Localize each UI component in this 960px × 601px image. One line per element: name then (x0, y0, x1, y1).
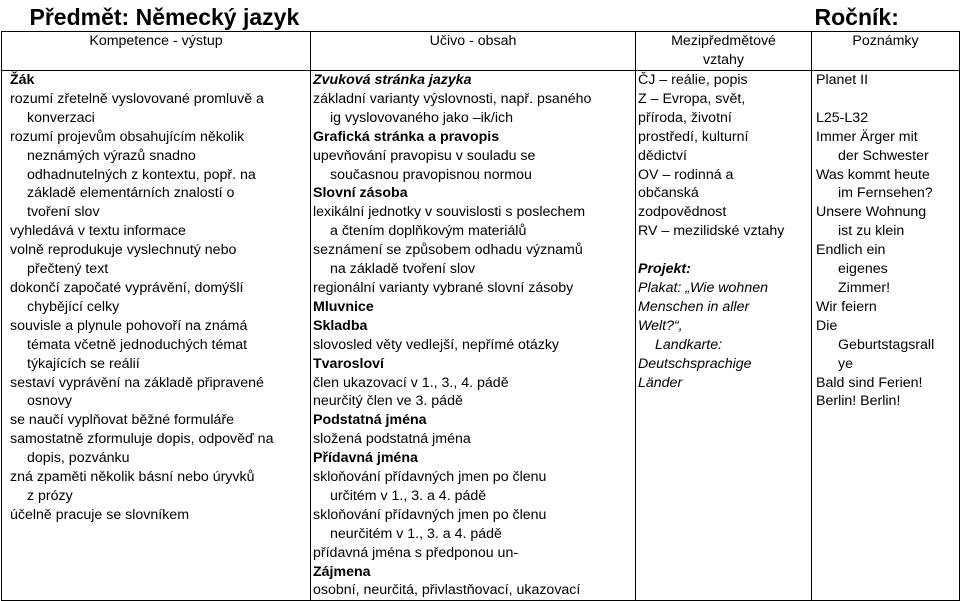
content-heading: Přídavná jména (313, 450, 418, 467)
content-line: seznámení se způsobem odhadu významů (313, 242, 583, 259)
header-competence: Kompetence - výstup (2, 32, 311, 71)
header-content: Učivo - obsah (311, 32, 636, 71)
notes-line: Wir feiern (816, 298, 877, 315)
competence-line: dokončí započaté vyprávění, domýšlí (10, 279, 244, 296)
content-line: lexikální jednotky v souvislosti s poslechem (313, 204, 586, 221)
grade-label: Ročník: (814, 4, 899, 30)
competence-line: dopis, pozvánku (27, 450, 130, 467)
content-line: člen ukazovací v 1., 3., 4. pádě (313, 374, 509, 391)
cross-line: ČJ – reálie, popis (638, 72, 748, 88)
notes-line: Die (816, 317, 838, 334)
content-heading: Grafická stránka a pravopis (313, 128, 500, 145)
competence-line: základě elementárních znalostí o (27, 185, 235, 202)
content-line: na základě tvoření slov (330, 261, 476, 278)
notes-line: L25-L32 (816, 109, 869, 126)
content-cell (311, 71, 636, 601)
cross-line: Z – Evropa, svět, (638, 90, 746, 107)
title-row (2, 0, 960, 32)
competence-line: vyhledává v textu informace (10, 223, 186, 240)
notes-line: Unsere Wohnung (816, 204, 927, 221)
competence-line: zná zpaměti několik básní nebo úryvků (10, 469, 255, 486)
content-line: ig vyslovovaného jako –ik/ich (330, 109, 513, 126)
notes-line: Berlin! Berlin! (816, 393, 901, 410)
content-line: neurčitém v 1., 3. a 4. pádě (330, 525, 502, 542)
project-line: Menschen in aller (638, 298, 750, 315)
notes-line: Bald sind Ferien! (816, 374, 923, 391)
project-line: Welt?“, (638, 317, 683, 334)
competence-line: odhadnutelných z kontextu, popř. na (27, 166, 256, 183)
notes-line: eigenes (838, 261, 888, 278)
content-line: skloňování přídavných jmen po členu (313, 469, 547, 486)
content-line: upevňování pravopisu v souladu se (313, 147, 536, 164)
content-line: slovosled věty vedlejší, nepřímé otázky (313, 336, 560, 353)
notes-line: Immer Ärger mit (816, 128, 918, 145)
grade-cell (812, 0, 960, 32)
notes-line: im Fernsehen? (838, 185, 933, 202)
cross-curricular-cell (636, 71, 812, 601)
notes-line: Zimmer! (838, 279, 891, 296)
header-notes: Poznámky (812, 32, 960, 71)
competence-line: volně reprodukuje vyslechnutý nebo (10, 242, 237, 259)
competence-line: rozumí zřetelně vyslovované promluvě a (10, 90, 264, 107)
competence-line: se naučí vyplňovat běžné formuláře (10, 412, 234, 429)
competence-line: konverzaci (27, 109, 95, 126)
content-line: skloňování přídavných jmen po členu (313, 506, 547, 523)
subject-title: Předmět: Německý jazyk (29, 4, 300, 30)
competence-line: sestaví vyprávění na základě připravené (10, 374, 264, 391)
competence-line: souvisle a plynule pohovoří na známá (10, 317, 248, 334)
competence-line: účelně pracuje se slovníkem (10, 506, 190, 523)
content-heading: Skladba (313, 317, 368, 334)
notes-line: ist zu klein (838, 223, 905, 240)
competence-line: týkajících se reálií (27, 355, 140, 372)
cross-line: prostředí, kulturní (638, 128, 749, 145)
content-line: přídavná jména s předponou un- (313, 544, 519, 561)
project-label: Projekt: (638, 261, 691, 278)
cross-line: dědictví (638, 147, 687, 164)
content-line: neurčitý člen ve 3. pádě (313, 393, 463, 410)
content-line: současnou pravopisnou normou (330, 166, 532, 183)
competence-line: neznámých výrazů snadno (27, 147, 196, 164)
competence-line: osnovy (27, 393, 72, 410)
content-heading: Tvarosloví (313, 355, 384, 372)
content-line: regionální varianty vybrané slovní zásoby (313, 279, 574, 296)
notes-line: ye (838, 355, 853, 372)
competence-line: samostatně zformuluje dopis, odpověď na (10, 431, 274, 448)
subject-cell (2, 0, 812, 32)
content-heading: Podstatná jména (313, 412, 427, 429)
content-line: určitém v 1., 3. a 4. pádě (330, 487, 487, 504)
notes-cell (812, 71, 960, 601)
cross-line: občanská (638, 185, 699, 202)
competence-line: chybějící celky (27, 298, 120, 315)
cross-line: příroda, životní (638, 109, 732, 126)
content-line: a čtením doplňkovým materiálů (330, 223, 527, 240)
content-heading: Slovní zásoba (313, 185, 408, 202)
content-line: osobní, neurčitá, přivlastňovací, ukazovací (313, 582, 581, 599)
header-cross-curricular: Mezipředmětové vztahy (636, 32, 812, 71)
competence-line: přečtený text (27, 261, 109, 278)
pupil-heading: Žák (10, 72, 35, 88)
cross-line: RV – mezilidské vztahy (638, 223, 785, 240)
notes-line: Geburtstagsrall (838, 336, 935, 353)
content-row (2, 71, 960, 601)
content-line: základní varianty výslovnosti, např. psaného (313, 90, 592, 107)
project-line: Landkarte: (655, 336, 723, 353)
notes-line: der Schwester (838, 147, 929, 164)
notes-line: Was kommt heute (816, 166, 930, 183)
project-line: Länder (638, 374, 683, 391)
content-heading: Mluvnice (313, 298, 374, 315)
curriculum-table (1, 0, 960, 601)
cross-line: zodpovědnost (638, 204, 727, 221)
content-line: složená podstatná jména (313, 431, 471, 448)
project-line: Deutschsprachige (638, 355, 752, 372)
competence-line: z prózy (27, 487, 73, 504)
project-line: Plakat: „Wie wohnen (638, 279, 768, 296)
competence-line: rozumí projevům obsahujícím několik (10, 128, 245, 145)
content-heading: Zvuková stránka jazyka (313, 72, 472, 88)
content-heading: Zájmena (313, 563, 371, 580)
competence-line: tvoření slov (27, 204, 100, 221)
notes-line: Planet II (816, 72, 869, 88)
competences-cell (2, 71, 311, 601)
cross-line: OV – rodinná a (638, 166, 734, 183)
notes-line: Endlich ein (816, 242, 886, 259)
competence-line: témata včetně jednoduchých témat (27, 336, 248, 353)
column-header-row (2, 32, 960, 71)
